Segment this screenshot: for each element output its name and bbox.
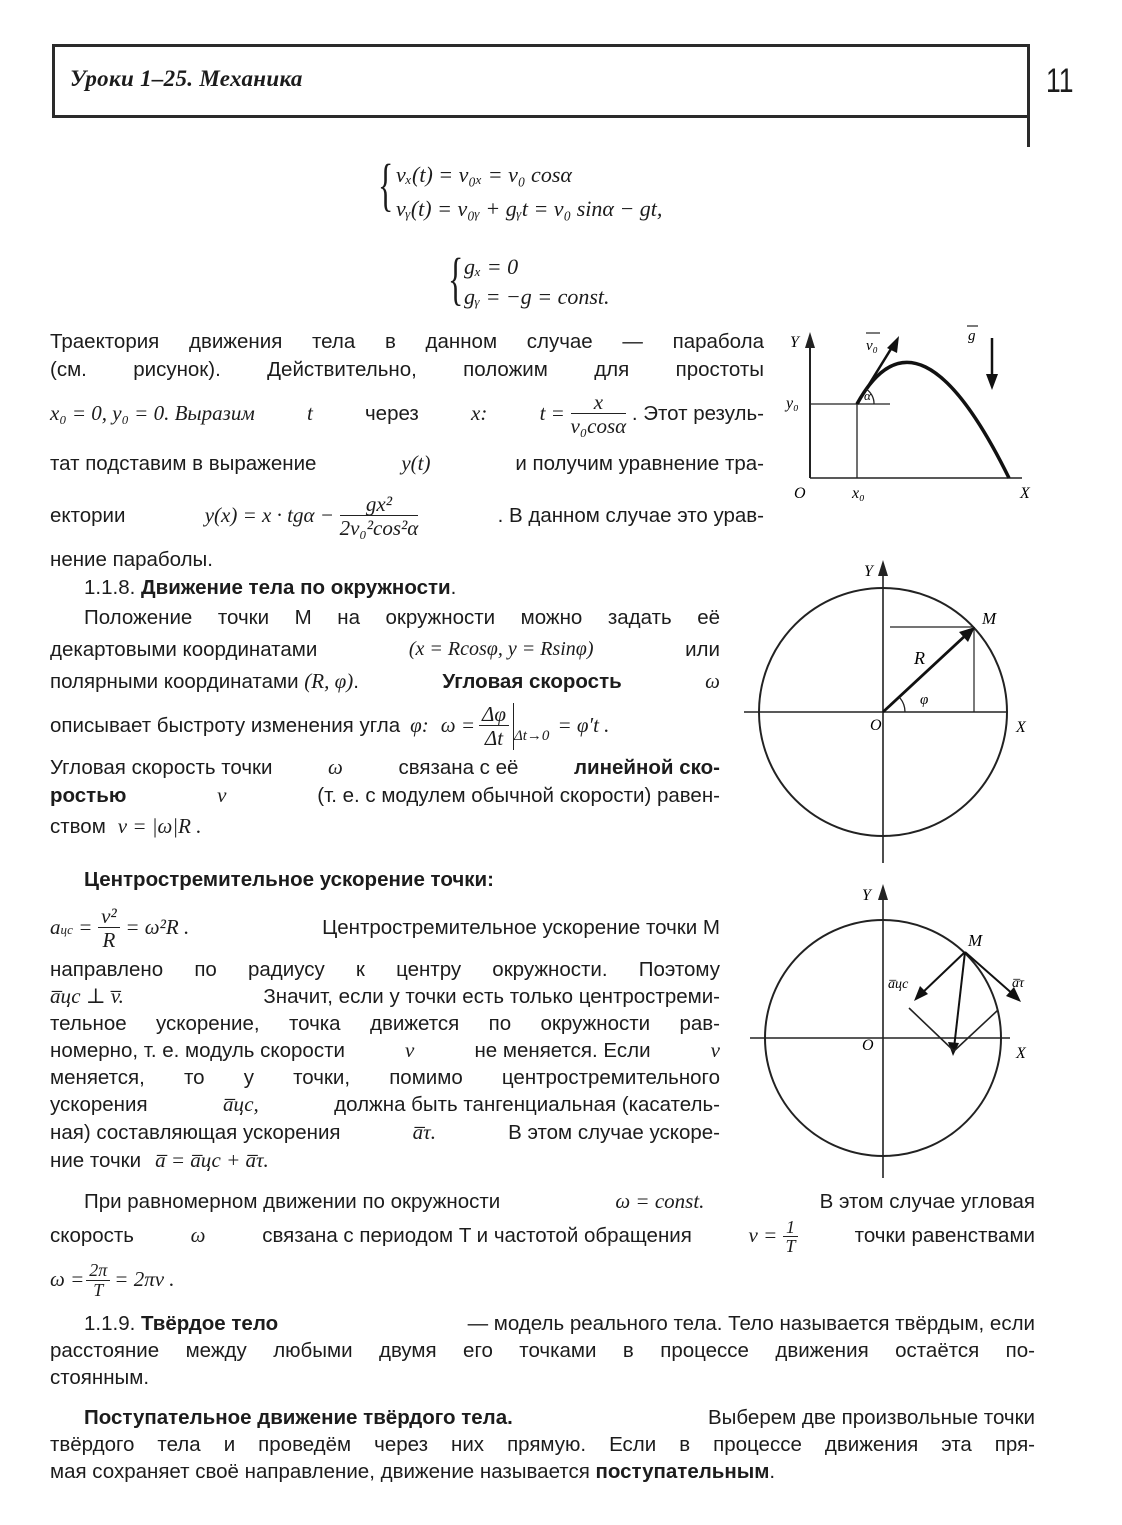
a-total-arrowhead: [948, 1042, 959, 1056]
rigid-line-1: 1.1.9. Твёрдое тело — модель реального тела. Тело называется твёрдым, если: [84, 1312, 1035, 1335]
circle1-y-arrow: [878, 560, 888, 576]
circle2-x-label: X: [1016, 1045, 1026, 1062]
circular-line-6: ростью v (т. е. с модулем обычной скорости) равен-: [50, 783, 720, 808]
parallelogram-side-2: [954, 1010, 998, 1051]
figure-circle-acceleration: [740, 872, 1050, 1182]
circular-motion-paragraph: [50, 604, 720, 844]
trajectory-line-6: нение параболы.: [50, 548, 213, 571]
uniform-line-1: При равномерном движении по окружности ω = const. В этом случае угловая: [84, 1189, 1035, 1213]
translational-line-1: Поступательное движение твёрдого тела. Выберем две произвольные точки: [84, 1406, 1035, 1429]
trajectory-paragraph: [50, 328, 764, 574]
equation-vx: vₓ(t) = v₀ₓ = v₀ cosα: [396, 162, 572, 187]
section-118-heading: 1.1.8. Движение тела по окружности.: [84, 576, 457, 599]
circle2-m-label: M: [968, 931, 983, 950]
uniform-motion-paragraph: [50, 1188, 1035, 1304]
centripetal-paragraph: [50, 900, 720, 1175]
parabola-x0-label: x₀: [852, 485, 865, 502]
circular-line-2: декартовыми координатами (x = Rcosφ, y = Rsinφ) или: [50, 638, 720, 662]
phi-arc: [900, 698, 905, 712]
centripetal-line-8: ная) составляющая ускорения a̅τ. В этом случае ускоре-: [50, 1120, 720, 1144]
circular-line-5: Угловая скорость точки ω связана с её линейной ско-: [50, 755, 720, 780]
circle2-y-label: Y: [862, 887, 871, 904]
section-118-title: Движение тела по окружности: [141, 576, 451, 599]
centripetal-line-6: меняется, то у точки, помимо центростремительного: [50, 1066, 720, 1089]
uniform-line-3: ω = $\frac{2\pi}{T}$ = 2πν .: [50, 1259, 175, 1300]
circle1-m-label: M: [982, 609, 997, 628]
rigid-body-paragraph: [50, 1310, 1035, 1391]
centripetal-heading: Центростремительное ускорение точки:: [84, 868, 494, 891]
translational-title: Поступательное движение твёрдого тела.: [84, 1406, 513, 1429]
parabola-x-label: X: [1020, 485, 1030, 502]
parabola-v0-label: v₀: [866, 338, 878, 354]
page-number: 11: [1046, 62, 1074, 100]
parabola-y-arrow: [805, 332, 815, 348]
centripetal-line-5: номерно, т. е. модуль скорости v не меняется. Если v: [50, 1038, 720, 1062]
figure-circle-polar: [740, 548, 1050, 868]
circle1-r-label: R: [914, 648, 925, 668]
equation-vy: vᵧ(t) = v₀ᵧ + gᵧt = v₀ sinα − gt,: [396, 196, 663, 221]
figure-parabola: [780, 318, 1050, 508]
trajectory-line-4: тат подставим в выражение y(t) и получим уравнение тра-: [50, 451, 764, 476]
circle1-y-label: Y: [864, 563, 873, 580]
fraction-t: $\frac{x}{\text{v₀cosα}}$: [570, 389, 627, 438]
trajectory-line-2: (см. рисунок). Действительно, положим для простоты: [50, 358, 764, 381]
parabola-y0-label: y₀: [786, 395, 799, 412]
parabola-curve: [857, 362, 1009, 478]
g-arrowhead: [986, 374, 998, 390]
parallelogram-side-1: [909, 1008, 954, 1051]
section-119-title: Твёрдое тело: [141, 1312, 279, 1335]
centripetal-line-9: ние точки a̅ = a̅цс + a̅τ.: [50, 1148, 269, 1173]
parabola-o-label: O: [794, 485, 806, 502]
parabola-g-label: g: [968, 328, 976, 344]
circle2-y-arrow: [878, 884, 888, 900]
brace-velocity: {: [378, 152, 394, 217]
centripetal-line-1: aцс = $\frac{\text{v²}}{R}$ = ω²R . Центростремительное ускорение точки M: [50, 903, 720, 952]
trajectory-line-5: ектории y(x) = x · tgα − $\frac{\text{gx²}}{\text{2v₀²cos²α}}$ . В данном случае это урав-: [50, 491, 764, 540]
centripetal-line-3: a̅цс ⊥ v̅. Значит, если у точки есть только центростреми-: [50, 984, 720, 1008]
fraction-frequency: $\frac{1}{T}$: [783, 1218, 798, 1255]
circle1-o-label: O: [870, 717, 882, 734]
circular-line-1: Положение точки M на окружности можно задать её: [84, 606, 720, 629]
parabola-alpha-label: α: [864, 388, 871, 403]
centripetal-line-2: направлено по радиусу к центру окружности. Поэтому: [50, 958, 720, 981]
centripetal-line-7: ускорения a̅цс, должна быть тангенциальная (касатель-: [50, 1092, 720, 1116]
fraction-period: $\frac{2\pi}{T}$: [86, 1261, 110, 1300]
rigid-line-3: стоянным.: [50, 1366, 150, 1389]
circular-line-3: полярными координатами (R, φ). Угловая скорость ω: [50, 669, 720, 694]
fraction-centripetal: $\frac{\text{v²}}{R}$: [98, 905, 120, 952]
circle1-x-label: X: [1016, 719, 1026, 736]
acs-vector: [920, 952, 965, 995]
uniform-line-2: скорость ω связана с периодом T и частотой обращения ν = $\frac{1}{T}$ точки равенствами: [50, 1216, 1035, 1256]
running-header-title: Уроки 1–25. Механика: [70, 66, 303, 91]
circle2-o-label: O: [862, 1037, 874, 1054]
translational-line-2: твёрдого тела и проведём через них прямую. Если в процессе движения эта пря-: [50, 1433, 1035, 1456]
circular-line-4: описывает быстроту изменения угла φ: ω = $\frac{\Delta\varphi}{\Delta t}$ Δt→0 = φ′t .: [50, 701, 610, 750]
fraction-trajectory: $\frac{\text{gx²}}{\text{2v₀²cos²α}}$: [339, 491, 419, 540]
circular-line-7: ством v = |ω|R .: [50, 814, 202, 839]
circle1-phi-label: φ: [920, 692, 929, 708]
circle2-acs-label: a̅цс: [888, 977, 909, 992]
running-header: [52, 44, 1030, 118]
a-total-vector: [954, 952, 965, 1048]
translational-line-3: мая сохраняет своё направление, движение называется поступательным.: [50, 1460, 776, 1483]
fraction-omega: $\frac{\Delta\varphi}{\Delta t}$: [479, 703, 514, 750]
rigid-line-2: расстояние между любыми двумя его точками в процессе движения остаётся по-: [50, 1339, 1035, 1362]
centripetal-line-4: тельное ускорение, точка движется по окружности рав-: [50, 1012, 720, 1035]
trajectory-line-3: x₀ = 0, y₀ = 0. Выразим t через x: t = $\frac{x}{\text{v₀cosα}}$ . Этот резуль-: [50, 389, 764, 438]
brace-gravity: {: [448, 246, 464, 311]
circle2-atau-label: a̅τ: [1012, 976, 1025, 991]
equation-gy: gᵧ = −g = const.: [464, 284, 610, 309]
parabola-y-label: Y: [790, 334, 799, 351]
equation-gx: gₓ = 0: [464, 254, 519, 279]
trajectory-line-1: Траектория движения тела в данном случае — парабола: [50, 330, 764, 353]
translational-paragraph: [50, 1404, 1035, 1485]
